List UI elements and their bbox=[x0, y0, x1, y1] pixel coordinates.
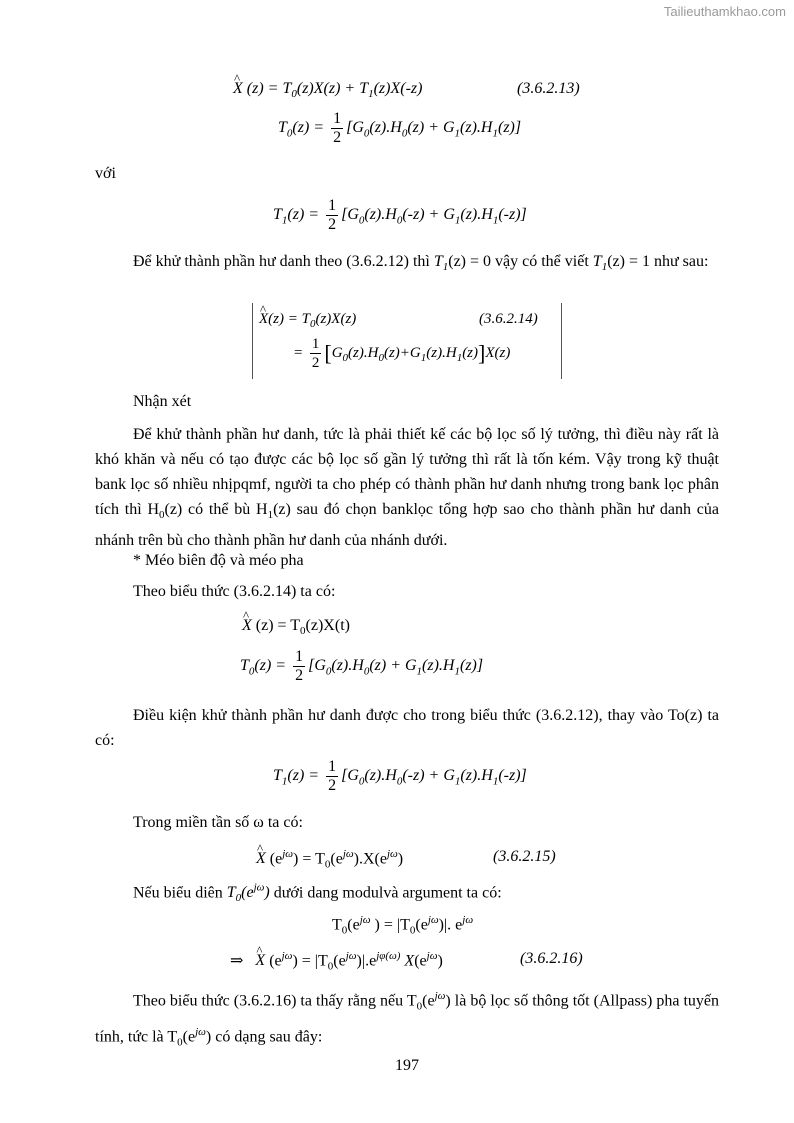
paragraph-nhan-xet: Để khử thành phần hư danh, tức là phải thiết kế các bộ lọc số lý tưởng, thì điều này rất là khó khăn và nếu có tạo được các bộ lọc số gần lý tưởng thì rất là tốn kém. Vậy trong kỹ thuật bank lọc số nhiều nhịpqmf, người ta cho phép có thành phần hư danh nhưng trong bank lọc phân tích thì $H_0(z)$ có thể bù $H_1(z)$ sau đó chọn banklọc tổng hợp sao cho thành phần hư danh của nhánh trên bù cho thành phần hư danh của nhánh dưới. bbox=[95, 426, 719, 550]
x-hat-symbol: ^ X bbox=[233, 80, 243, 98]
equation-modul: $T_0(e^{j\omega}$ ) = $|T_0(e^{j\omega})|$. $e^{j\omega}$ bbox=[332, 914, 474, 937]
boxed-equation-line1: ^ $X(z) = T_0(z)X(z)$ bbox=[259, 311, 356, 330]
equation-tag-3-6-2-13: (3.6.2.13) bbox=[517, 80, 580, 97]
heading-meo-bien-do: * Méo biên độ và méo pha bbox=[133, 552, 304, 569]
equation-t0-second: $T_0(z)$ = $\frac{1}{2}$ $[G_0(z).H_0(z) + G_1(z).H_1(z)]$ bbox=[240, 648, 484, 684]
boxed-equation-3-6-2-14 bbox=[252, 303, 562, 379]
boxed-equation-line2: = $\frac{1}{2}$ $[G_0(z).H_0(z)+G_1(z).H_1(z)]X(z)$ bbox=[293, 336, 511, 371]
equation-t0-first: $T_0(z)$ = $\frac{1}{2}$ $[G_0(z).H_0(z) + G_1(z).H_1(z)]$ bbox=[278, 110, 522, 146]
fraction-half: $\frac{1}{2}$ bbox=[311, 336, 320, 371]
paragraph-khu-thanh-phan: Để khử thành phần hư danh theo (3.6.2.12) thì $T_1(z) = 0$ vậy có thể viết $T_1(z) = 1$ như sau: bbox=[133, 253, 709, 274]
watermark: Tailieuthamkhao.com bbox=[663, 4, 786, 19]
equation-t1-second: $T_1(z)$ = $\frac{1}{2}$ $[G_0(z).H_0(-z) + G_1(z).H_1(-z)]$ bbox=[273, 758, 527, 794]
equation-3-6-2-16: ⇒ ^ X $(e^{j\omega}) = |T_0(e^{j\omega})|.e^{j\varphi(\omega)}$ $X(e^{j\omega})$ bbox=[230, 950, 443, 973]
fraction-half: $\frac{1}{2}$ bbox=[333, 110, 342, 146]
word-voi: với bbox=[95, 165, 116, 182]
equation-3-6-2-13: ^ X $(z) = T_0(z)X(z) + T_1(z)X(-z)$ bbox=[233, 80, 422, 100]
fraction-half: $\frac{1}{2}$ bbox=[295, 648, 304, 684]
equation-tag-3-6-2-14: (3.6.2.14) bbox=[479, 311, 538, 327]
text-mien-tan-so: Trong miền tần số ω ta có: bbox=[133, 814, 303, 831]
text-neu-bieu-dien: Nếu biểu diên $T_0(e^{j\omega})$ dưới dang modulvà argument ta có: bbox=[133, 882, 502, 905]
equation-tag-3-6-2-16: (3.6.2.16) bbox=[520, 950, 583, 967]
equation-xhat-t: ^ X $(z) = T_0(z)X(t)$ bbox=[242, 617, 350, 637]
heading-nhan-xet: Nhận xét bbox=[133, 393, 192, 410]
equation-tag-3-6-2-15: (3.6.2.15) bbox=[493, 848, 556, 865]
text-theo-bieu-thuc-3-6-2-14: Theo biểu thức (3.6.2.14) ta có: bbox=[133, 583, 336, 600]
equation-t1-first: $T_1(z)$ = $\frac{1}{2}$ $[G_0(z).H_0(-z) + G_1(z).H_1(-z)]$ bbox=[273, 197, 527, 233]
fraction-half: $\frac{1}{2}$ bbox=[328, 197, 337, 233]
equation-3-6-2-15: ^ X $(e^{j\omega}) = T_0(e^{j\omega}).X(e^{j\omega})$ bbox=[256, 848, 403, 871]
page-number: 197 bbox=[395, 1057, 419, 1074]
paragraph-dieu-kien: Điều kiện khử thành phần hư danh được cho trong biểu thức (3.6.2.12), thay vào To(z) ta có: bbox=[95, 707, 719, 749]
fraction-half: $\frac{1}{2}$ bbox=[328, 758, 337, 794]
implies-arrow-icon: ⇒ bbox=[230, 952, 244, 970]
paragraph-theo-3-6-2-16: Theo biểu thức (3.6.2.16) ta thấy rằng nếu $T_0(e^{j\omega})$ là bộ lọc số thông tốt (Allpass) pha tuyến tính, tức là $T_0(e^{j\omega})$ có dạng sau đây: bbox=[95, 990, 719, 1049]
